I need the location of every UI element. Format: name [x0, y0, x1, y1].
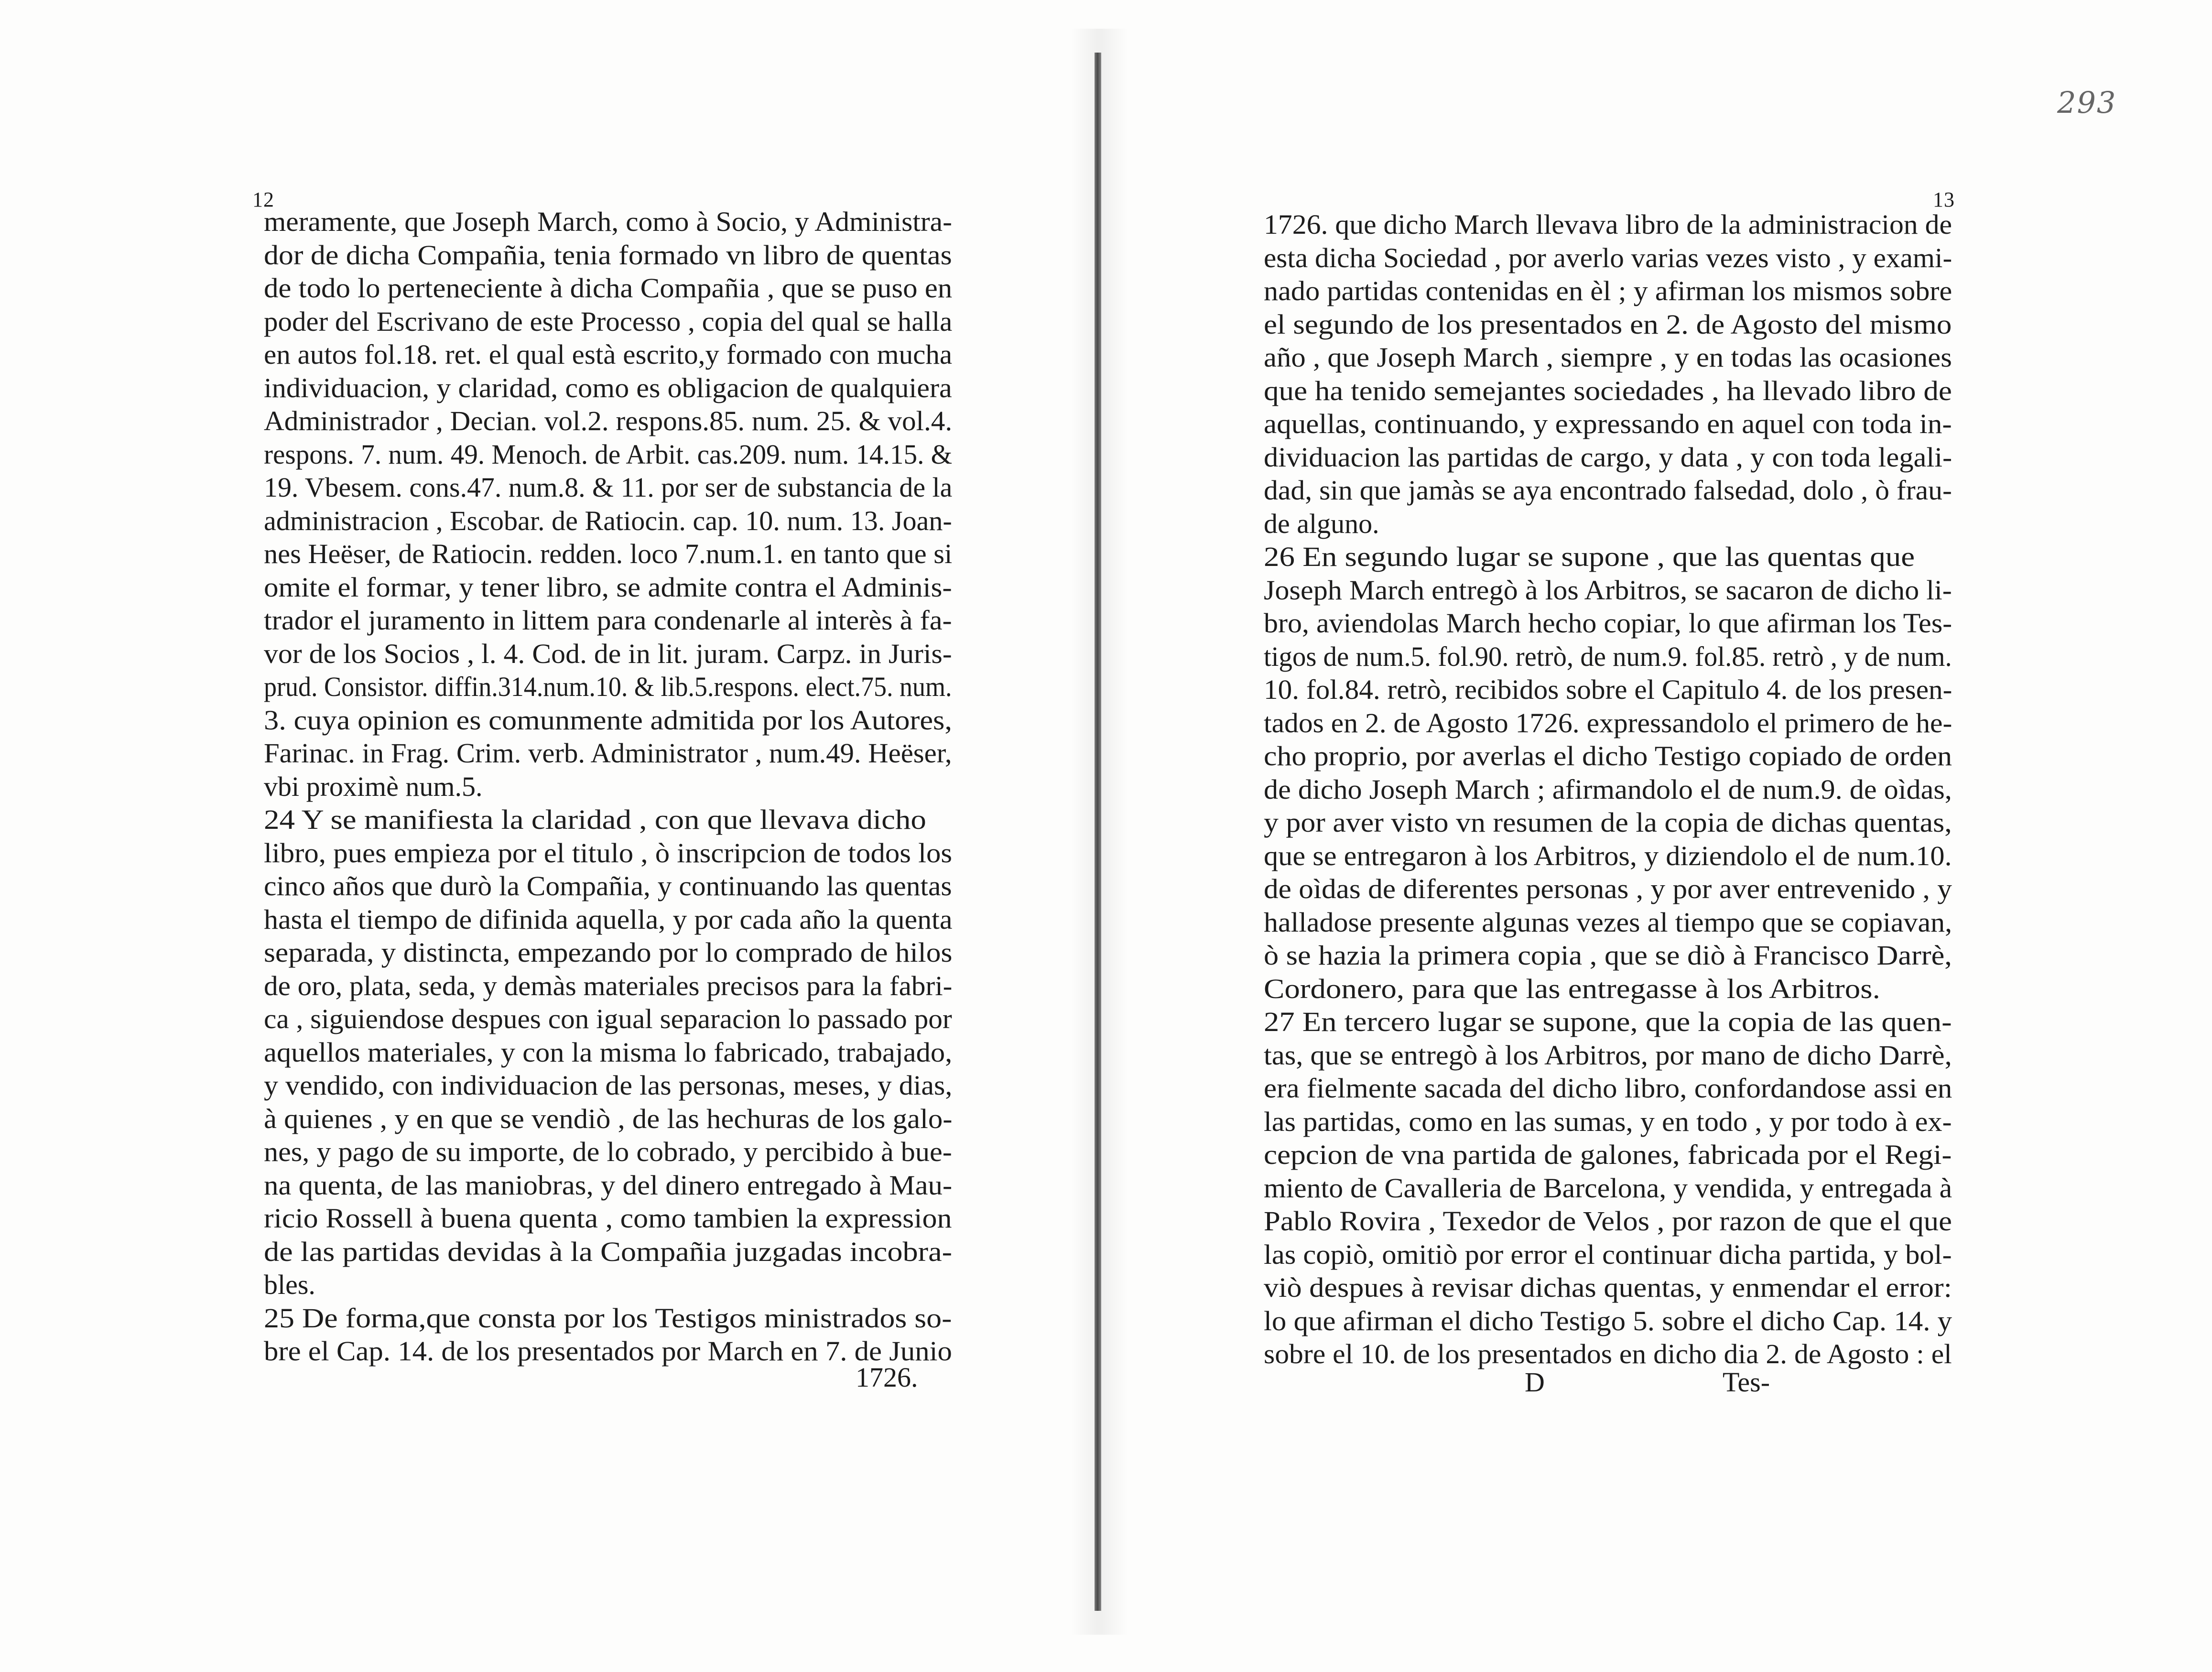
folio-handwritten-number: 293: [2057, 85, 2117, 120]
left-page-line: Administrador , Decian. vol.2. respons.85. num. 25. & vol.4.: [264, 405, 953, 436]
right-page-line: 26 En segundo lugar se supone , que las quentas que: [1264, 541, 1915, 572]
right-page-line: miento de Cavalleria de Barcelona, y vendida, y entregada à: [1264, 1172, 1952, 1204]
left-page-line: libro, pues empieza por el titulo , ò inscripcion de todos los: [264, 837, 953, 869]
right-page-line: el segundo de los presentados en 2. de Agosto del mismo: [1264, 308, 1952, 340]
left-page-line: individuacion, y claridad, como es obligacion de qualquiera: [264, 372, 952, 403]
right-page-line: era fielmente sacada del dicho libro, confordandose assi en: [1264, 1073, 1952, 1104]
right-page-line: halladose presente algunas vezes al tiempo que se copiavan,: [1264, 906, 1952, 938]
right-page-line: Pablo Rovira , Texedor de Velos , por razon de que el que: [1264, 1205, 1952, 1237]
right-page-line: las partidas, como en las sumas, y en todo , y por todo à ex-: [1264, 1106, 1952, 1137]
right-page-line: Cordonero, para que las entregasse à los Arbitros.: [1264, 973, 1880, 1004]
left-page-line: na quenta, de las maniobras, y del dinero entregado à Mau-: [264, 1169, 953, 1201]
left-page-line: cinco años que durò la Compañia, y continuando las quentas: [264, 870, 952, 901]
left-page-line: de las partidas devidas à la Compañia juzgadas incobra-: [264, 1236, 953, 1267]
right-page-line: tigos de num.5. fol.90. retrò, de num.9. fol.85. retrò , y de num.: [1264, 641, 1952, 672]
right-page-line: tados en 2. de Agosto 1726. expressandolo el primero de he-: [1264, 707, 1952, 738]
right-page-line: lo que afirman el dicho Testigo 5. sobre el dicho Cap. 14. y: [1264, 1305, 1952, 1336]
right-page-line: cho proprio, por averlas el dicho Testigo copiado de orden: [1264, 740, 1952, 771]
right-page-line: nado partidas contenidas en èl ; y afirman los mismos sobre: [1264, 275, 1952, 306]
left-catchword: 1726.: [856, 1362, 918, 1393]
left-page-line: y vendido, con individuacion de las personas, meses, y dias,: [264, 1070, 953, 1101]
book-gutter: [1095, 53, 1101, 1611]
left-page-line: respons. 7. num. 49. Menoch. de Arbit. cas.209. num. 14.15. &: [264, 438, 953, 470]
right-page-line: dad, sin que jamàs se aya encontrado falsedad, dolo , ò frau-: [1264, 475, 1952, 506]
right-page-line: ò se hazia la primera copia , que se diò à Francisco Darrè,: [1264, 940, 1952, 971]
left-page-line: vbi proximè num.5.: [264, 771, 483, 802]
right-page-line: tas, que se entregò à los Arbitros, por mano de dicho Darrè,: [1264, 1039, 1952, 1071]
right-page-line: año , que Joseph March , siempre , y en todas las ocasiones: [1264, 342, 1952, 373]
left-page-line: 19. Vbesem. cons.47. num.8. & 11. por ser de substancia de la: [264, 472, 953, 503]
left-page-line: administracion , Escobar. de Ratiocin. cap. 10. num. 13. Joan-: [264, 505, 952, 536]
right-page-line: 1726. que dicho March llevava libro de la administracion de: [1264, 209, 1952, 240]
right-page-line: esta dicha Sociedad , por averlo varias vezes visto , y exami-: [1264, 242, 1952, 273]
right-page-line: Joseph March entregò à los Arbitros, se sacaron de dicho li-: [1264, 574, 1952, 606]
left-page: [0, 0, 1095, 1672]
left-page-line: bre el Cap. 14. de los presentados por March en 7. de Junio: [264, 1335, 952, 1367]
right-page-line: de alguno.: [1264, 508, 1379, 539]
left-page-line: omite el formar, y tener libro, se admite contra el Adminis-: [264, 571, 952, 603]
left-page-line: ricio Rossell à buena quenta , como tambien la expression: [264, 1203, 952, 1234]
left-page-line: 3. cuya opinion es comunmente admitida por los Autores,: [264, 704, 952, 736]
left-page-line: aquellos materiales, y con la misma lo fabricado, trabajado,: [264, 1036, 953, 1068]
left-page-number: 12: [252, 188, 274, 211]
left-page-line: separada, y distincta, empezando por lo comprado de hilos: [264, 937, 953, 968]
right-page-line: bro, aviendolas March hecho copiar, lo que afirman los Tes-: [1264, 608, 1952, 639]
right-page-line: de oìdas de diferentes personas , y por aver entrevenido , y: [1264, 873, 1952, 904]
left-page-line: de todo lo perteneciente à dicha Compañia , que se puso en: [264, 272, 953, 304]
right-page-line: 10. fol.84. retrò, recibidos sobre el Capitulo 4. de los presen-: [1264, 674, 1952, 705]
left-page-line: bles.: [264, 1269, 315, 1300]
right-page-line: de dicho Joseph March ; afirmandolo el de num.9. de oìdas,: [1264, 773, 1952, 805]
left-page-line: ca , siguiendose despues con igual separacion lo passado por: [264, 1003, 952, 1034]
left-page-line: hasta el tiempo de difinida aquella, y por cada año la quenta: [264, 903, 953, 935]
right-page-line: que se entregaron à los Arbitros, y diziendolo el de num.10.: [1264, 840, 1952, 871]
left-page-line: à quienes , y en que se vendiò , de las hechuras de los galo-: [264, 1103, 953, 1134]
left-page-line: vor de los Socios , l. 4. Cod. de in lit. juram. Carpz. in Juris-: [264, 638, 952, 669]
left-page-line: Farinac. in Frag. Crim. verb. Administrator , num.49. Heëser,: [264, 738, 952, 769]
left-page-line: nes Heëser, de Ratiocin. redden. loco 7.num.1. en tanto que si: [264, 538, 953, 569]
right-page-line: aquellas, continuando, y expressando en aquel con toda in-: [1264, 408, 1952, 439]
right-page-line: las copiò, omitiò por error el continuar dicha partida, y bol-: [1264, 1238, 1952, 1270]
left-page-line: dor de dicha Compañia, tenia formado vn libro de quentas: [264, 239, 952, 271]
right-page-line: y por aver visto vn resumen de la copia de dichas quentas,: [1264, 807, 1952, 838]
right-page-line: sobre el 10. de los presentados en dicho dia 2. de Agosto : el: [1264, 1338, 1952, 1369]
right-page-line: cepcion de vna partida de galones, fabricada por el Regi-: [1264, 1139, 1952, 1170]
left-page-line: nes, y pago de su importe, de lo cobrado, y percibido à bue-: [264, 1136, 952, 1167]
right-page: [1101, 0, 2212, 1672]
left-page-line: 24 Y se manifiesta la claridad , con que llevava dicho: [264, 804, 926, 835]
left-page-line: trador el juramento in littem para condenarle al interès à fa-: [264, 605, 952, 636]
right-catchword: Tes-: [1723, 1367, 1770, 1398]
right-page-line: 27 En tercero lugar se supone, que la copia de las quen-: [1264, 1006, 1952, 1037]
left-page-line: 25 De forma,que consta por los Testigos ministrados so-: [264, 1302, 952, 1334]
right-page-line: dividuacion las partidas de cargo, y data , y con toda legali-: [1264, 441, 1952, 473]
left-page-line: en autos fol.18. ret. el qual està escrito,y formado con mucha: [264, 339, 953, 370]
right-page-line: que ha tenido semejantes sociedades , ha llevado libro de: [1264, 375, 1952, 406]
left-page-line: prud. Consistor. diffin.314.num.10. & lib.5.respons. elect.75. num.: [264, 671, 952, 702]
signature-mark: D: [1525, 1367, 1545, 1398]
right-page-line: viò despues à revisar dichas quentas, y enmendar el error:: [1264, 1272, 1952, 1303]
left-page-line: meramente, que Joseph March, como à Socio, y Administra-: [264, 206, 952, 237]
right-page-number: 13: [1933, 188, 1955, 211]
left-page-line: poder del Escrivano de este Processo , copia del qual se halla: [264, 305, 953, 337]
left-page-line: de oro, plata, seda, y demàs materiales precisos para la fabri-: [264, 970, 953, 1001]
